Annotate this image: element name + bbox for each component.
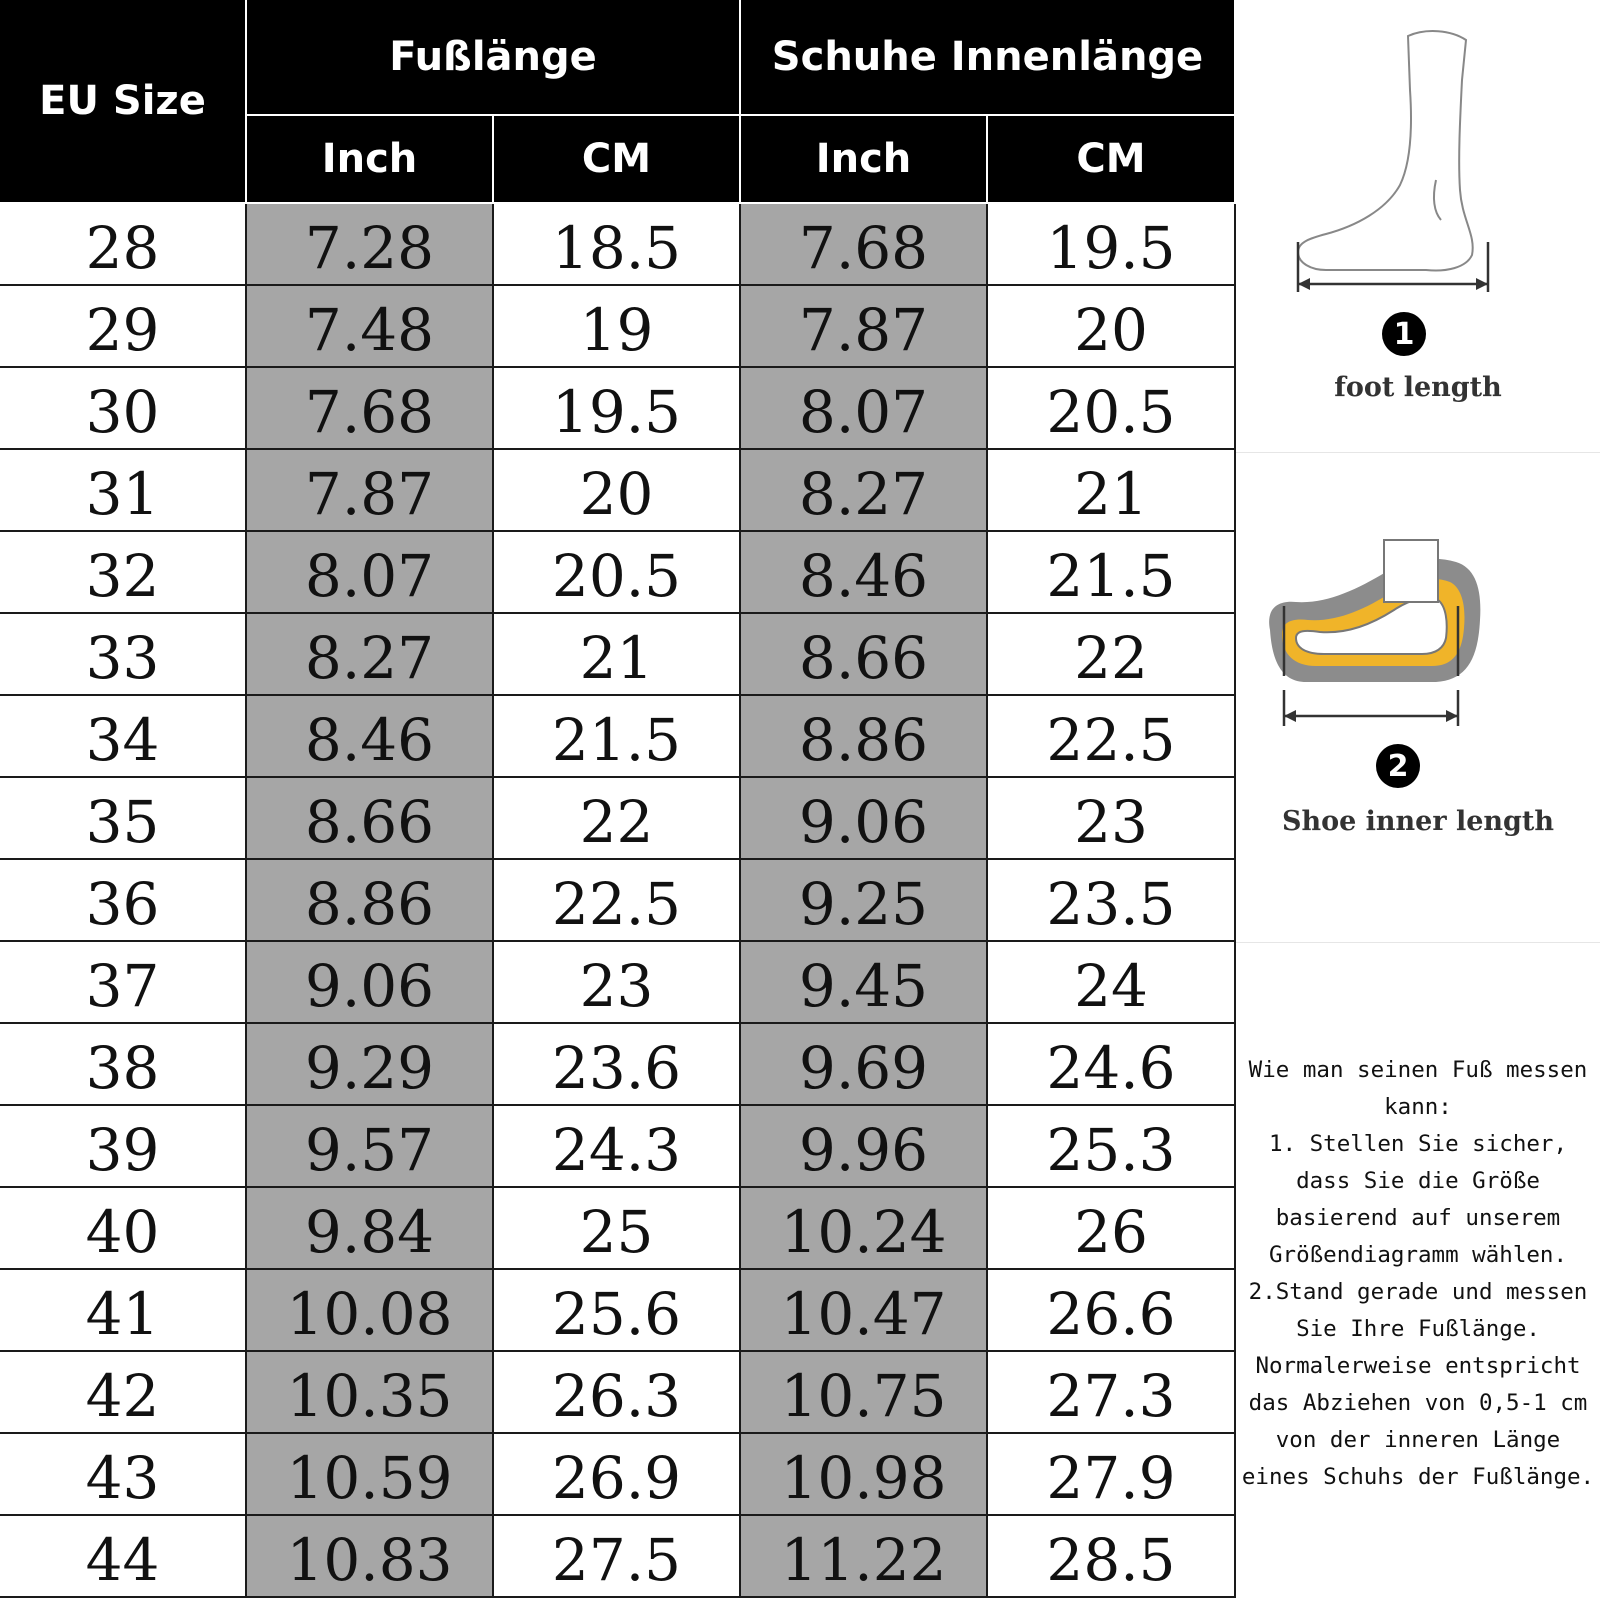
foot-inch-cell: 9.06 xyxy=(247,942,494,1024)
subheader-foot-cm: CM xyxy=(494,116,741,204)
step-one-badge: 1 xyxy=(1382,312,1426,356)
eu-size-cell: 33 xyxy=(0,614,247,696)
foot-inch-cell: 10.08 xyxy=(247,1270,494,1352)
eu-size-cell: 34 xyxy=(0,696,247,778)
shoe-inch-cell: 9.69 xyxy=(741,1024,988,1106)
foot-cm-cell: 23 xyxy=(494,942,741,1024)
foot-inch-cell: 9.84 xyxy=(247,1188,494,1270)
eu-size-cell: 42 xyxy=(0,1352,247,1434)
foot-cm-cell: 20.5 xyxy=(494,532,741,614)
foot-inch-cell: 8.27 xyxy=(247,614,494,696)
header-eu-size: EU Size xyxy=(0,0,247,204)
foot-cm-cell: 21 xyxy=(494,614,741,696)
foot-illustration xyxy=(1236,20,1600,310)
eu-size-cell: 29 xyxy=(0,286,247,368)
subheader-shoe-cm: CM xyxy=(988,116,1236,204)
shoe-cm-cell: 27.9 xyxy=(988,1434,1236,1516)
foot-cm-cell: 19 xyxy=(494,286,741,368)
eu-size-cell: 35 xyxy=(0,778,247,860)
measurement-guide xyxy=(1236,0,1600,1600)
shoe-inch-cell: 10.75 xyxy=(741,1352,988,1434)
foot-cm-cell: 27.5 xyxy=(494,1516,741,1598)
shoe-inner-length-caption: Shoe inner length xyxy=(1281,806,1555,837)
foot-inch-cell: 10.83 xyxy=(247,1516,494,1598)
shoe-cm-cell: 28.5 xyxy=(988,1516,1236,1598)
foot-cm-cell: 25 xyxy=(494,1188,741,1270)
header-foot-length: Fußlänge xyxy=(247,0,741,116)
divider xyxy=(1236,452,1600,453)
foot-inch-cell: 7.28 xyxy=(247,204,494,286)
foot-inch-cell: 7.48 xyxy=(247,286,494,368)
shoe-cm-cell: 26.6 xyxy=(988,1270,1236,1352)
shoe-inch-cell: 9.25 xyxy=(741,860,988,942)
shoe-inch-cell: 9.45 xyxy=(741,942,988,1024)
eu-size-cell: 44 xyxy=(0,1516,247,1598)
eu-size-cell: 36 xyxy=(0,860,247,942)
eu-size-cell: 32 xyxy=(0,532,247,614)
eu-size-cell: 37 xyxy=(0,942,247,1024)
foot-inch-cell: 8.07 xyxy=(247,532,494,614)
shoe-cm-cell: 22.5 xyxy=(988,696,1236,778)
shoe-cm-cell: 24.6 xyxy=(988,1024,1236,1106)
shoe-inch-cell: 9.96 xyxy=(741,1106,988,1188)
shoe-inch-cell: 7.68 xyxy=(741,204,988,286)
shoe-inch-cell: 8.46 xyxy=(741,532,988,614)
step-two-badge: 2 xyxy=(1376,744,1420,788)
subheader-shoe-inch: Inch xyxy=(741,116,988,204)
foot-inch-cell: 7.68 xyxy=(247,368,494,450)
eu-size-cell: 31 xyxy=(0,450,247,532)
foot-length-caption: foot length xyxy=(1334,372,1502,403)
header-shoe-inner-length: Schuhe Innenlänge xyxy=(741,0,1236,116)
shoe-cm-cell: 20 xyxy=(988,286,1236,368)
shoe-inch-cell: 8.07 xyxy=(741,368,988,450)
foot-inch-cell: 8.66 xyxy=(247,778,494,860)
shoe-inch-cell: 10.24 xyxy=(741,1188,988,1270)
shoe-cm-cell: 22 xyxy=(988,614,1236,696)
shoe-cm-cell: 20.5 xyxy=(988,368,1236,450)
foot-cm-cell: 18.5 xyxy=(494,204,741,286)
foot-cm-cell: 24.3 xyxy=(494,1106,741,1188)
foot-inch-cell: 10.59 xyxy=(247,1434,494,1516)
foot-cm-cell: 26.9 xyxy=(494,1434,741,1516)
shoe-cm-cell: 27.3 xyxy=(988,1352,1236,1434)
foot-inch-cell: 9.29 xyxy=(247,1024,494,1106)
shoe-illustration xyxy=(1236,530,1600,730)
shoe-inch-cell: 7.87 xyxy=(741,286,988,368)
eu-size-cell: 43 xyxy=(0,1434,247,1516)
foot-cm-cell: 22.5 xyxy=(494,860,741,942)
shoe-cm-cell: 26 xyxy=(988,1188,1236,1270)
eu-size-cell: 38 xyxy=(0,1024,247,1106)
eu-size-cell: 28 xyxy=(0,204,247,286)
subheader-foot-inch: Inch xyxy=(247,116,494,204)
shoe-inch-cell: 8.66 xyxy=(741,614,988,696)
shoe-cm-cell: 25.3 xyxy=(988,1106,1236,1188)
foot-inch-cell: 10.35 xyxy=(247,1352,494,1434)
foot-inch-cell: 8.86 xyxy=(247,860,494,942)
shoe-inch-cell: 8.86 xyxy=(741,696,988,778)
shoe-cm-cell: 24 xyxy=(988,942,1236,1024)
foot-cm-cell: 23.6 xyxy=(494,1024,741,1106)
eu-size-cell: 40 xyxy=(0,1188,247,1270)
foot-inch-cell: 7.87 xyxy=(247,450,494,532)
foot-cm-cell: 20 xyxy=(494,450,741,532)
shoe-cm-cell: 21 xyxy=(988,450,1236,532)
eu-size-cell: 30 xyxy=(0,368,247,450)
shoe-inch-cell: 9.06 xyxy=(741,778,988,860)
shoe-inch-cell: 10.98 xyxy=(741,1434,988,1516)
eu-size-cell: 39 xyxy=(0,1106,247,1188)
eu-size-cell: 41 xyxy=(0,1270,247,1352)
measuring-instructions: Wie man seinen Fuß messen kann: 1. Stellen Sie sicher, dass Sie die Größe basierend auf unserem Größendiagramm wählen. 2.Stand gerade und messen Sie Ihre Fußlänge. Normalerweise entspricht das Abziehen von 0,5-1 cm von der inneren Länge eines Schuhs der Fußlänge. xyxy=(1241,1057,1595,1490)
shoe-cm-cell: 23 xyxy=(988,778,1236,860)
shoe-cm-cell: 21.5 xyxy=(988,532,1236,614)
shoe-inch-cell: 11.22 xyxy=(741,1516,988,1598)
foot-cm-cell: 21.5 xyxy=(494,696,741,778)
foot-cm-cell: 25.6 xyxy=(494,1270,741,1352)
foot-cm-cell: 19.5 xyxy=(494,368,741,450)
shoe-inch-cell: 8.27 xyxy=(741,450,988,532)
foot-cm-cell: 22 xyxy=(494,778,741,860)
foot-cm-cell: 26.3 xyxy=(494,1352,741,1434)
shoe-inch-cell: 10.47 xyxy=(741,1270,988,1352)
shoe-cm-cell: 19.5 xyxy=(988,204,1236,286)
divider xyxy=(1236,942,1600,943)
shoe-cm-cell: 23.5 xyxy=(988,860,1236,942)
foot-inch-cell: 8.46 xyxy=(247,696,494,778)
foot-inch-cell: 9.57 xyxy=(247,1106,494,1188)
